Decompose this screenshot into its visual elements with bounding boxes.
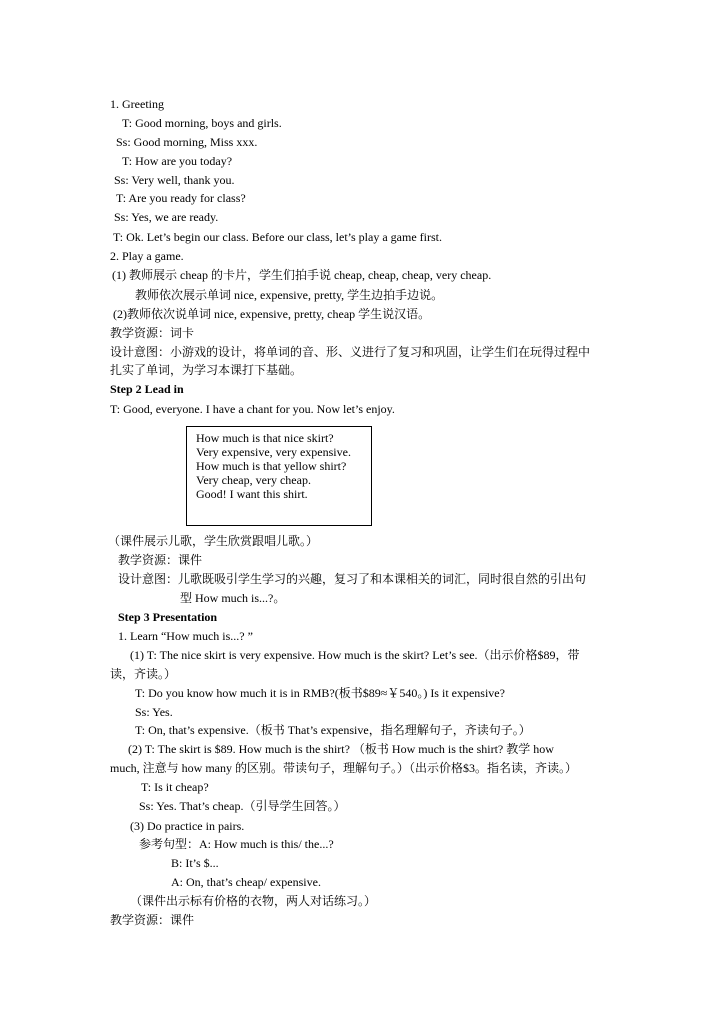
chant-line: Good! I want this shirt. [196,487,308,501]
text-line: Ss: Yes, we are ready. [114,210,219,224]
text-line: 教学资源：课件 [118,553,203,567]
text-line: T: Do you know how much it is in RMB?(板书$89≈￥540。) Is it expensive? [135,686,505,700]
chant-line: How much is that yellow shirt? [196,459,347,473]
text-line: (2) T: The skirt is $89. How much is the shirt? （板书 How much is the shirt? 教学 how [128,742,554,756]
text-line: （课件出示标有价格的衣物，两人对话练习。） [130,894,377,908]
text-line: (1) T: The nice skirt is very expensive. How much is the skirt? Let’s see.（出示价格$89，带 [130,648,580,662]
text-line: Ss: Yes. [135,705,173,719]
text-line: T: Good morning, boys and girls. [122,116,282,130]
text-line: 教学资源：词卡 [110,326,195,340]
text-line: Ss: Yes. That’s cheap.（引导学生回答。） [139,799,346,813]
text-line: T: Is it cheap? [141,780,209,794]
text-line: Ss: Good morning, Miss xxx. [116,135,258,149]
text-line: 设计意图：儿歌既吸引学生学习的兴趣，复习了和本课相关的词汇，同时很自然的引出句 [118,572,587,586]
text-line: (1) 教师展示 cheap 的卡片，学生们拍手说 cheap, cheap, cheap, very cheap. [112,268,492,282]
text-line: T: Are you ready for class? [116,191,246,205]
text-line: B: It’s $... [171,856,219,870]
text-line: Ss: Very well, thank you. [114,173,235,187]
text-line: 读，齐读。） [110,667,177,681]
text-line: T: Ok. Let’s begin our class. Before our class, let’s play a game first. [113,230,442,244]
chant-line: Very cheap, very cheap. [196,473,311,487]
chant-line: Very expensive, very expensive. [196,445,351,459]
text-line: 参考句型：A: How much is this/ the...? [139,837,334,851]
chant-box [186,426,372,526]
text-line: much, 注意与 how many 的区别。带读句子，理解句子。）（出示价格$3。指名读，齐读。） [110,761,577,775]
text-line: T: On, that’s expensive.（板书 That’s expensive，指名理解句子，齐读句子。） [135,723,531,737]
text-line: 2. Play a game. [110,249,184,263]
text-line: T: How are you today? [122,154,233,168]
text-line: 1. Learn “How much is...? ” [118,629,253,643]
text-line: (2)教师依次说单词 nice, expensive, pretty, cheap 学生说汉语。 [113,307,431,321]
section-heading: Step 3 Presentation [118,610,218,624]
text-line: 型 How much is...?。 [180,591,286,605]
text-line: (3) Do practice in pairs. [130,819,245,833]
text-line: T: Good, everyone. I have a chant for you. Now let’s enjoy. [110,402,395,416]
text-line: （课件展示儿歌，学生欣赏跟唱儿歌。） [108,534,319,548]
text-line: 设计意图：小游戏的设计，将单词的音、形、义进行了复习和巩固，让学生们在玩得过程中 [110,345,591,359]
text-line: 教学资源：课件 [110,913,195,927]
text-line: A: On, that’s cheap/ expensive. [171,875,321,889]
text-line: 1. Greeting [110,97,164,111]
text-line: 扎实了单词，为学习本课打下基础。 [110,363,303,377]
section-heading: Step 2 Lead in [110,382,184,396]
text-line: 教师依次展示单词 nice, expensive, pretty, 学生边拍手边说。 [135,288,444,302]
chant-line: How much is that nice skirt? [196,431,334,445]
